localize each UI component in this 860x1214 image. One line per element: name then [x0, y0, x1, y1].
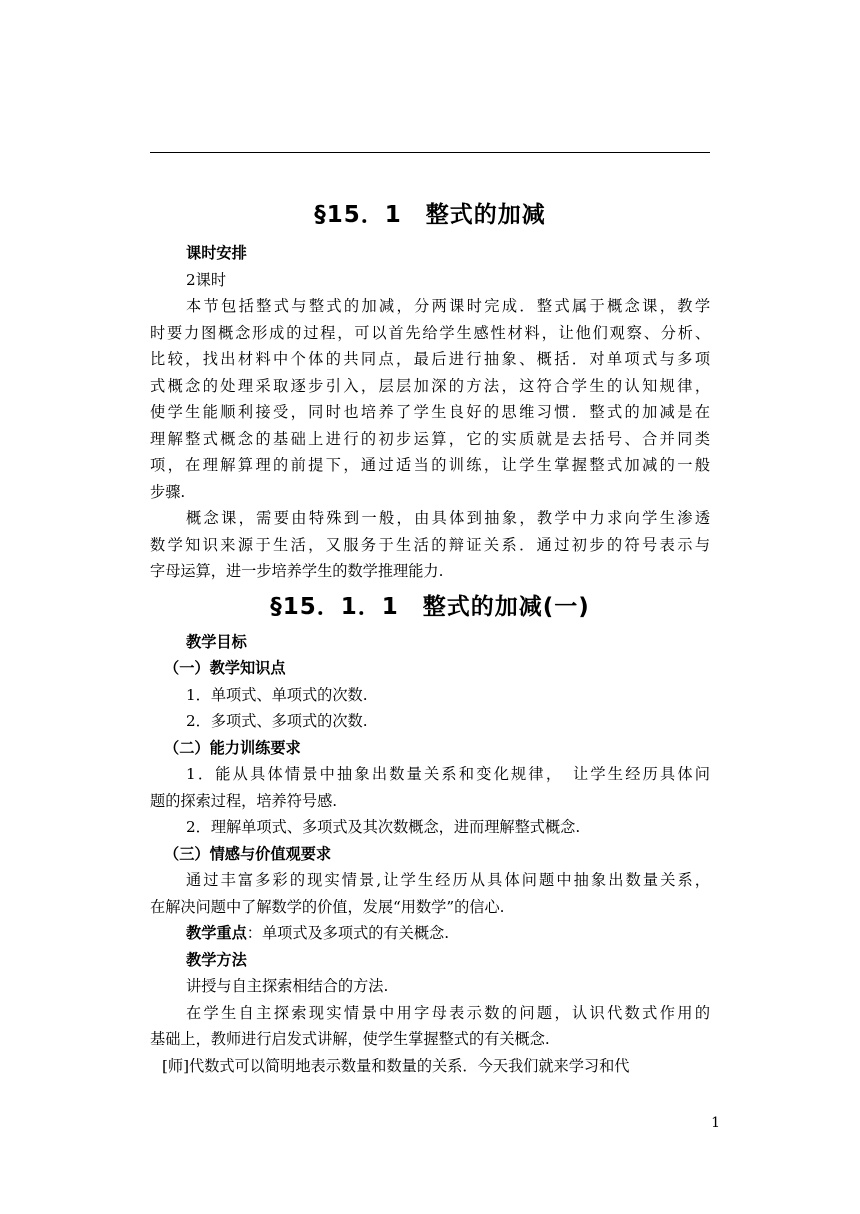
intro-paragraph-1: [150, 293, 710, 505]
ability-item-2: 2．理解单项式、多项式及其次数概念，进而理解整式概念.: [186, 818, 581, 836]
paragraph-line: 题的探索过程，培养符号感.: [150, 791, 338, 810]
paragraph-line: 数学知识来源于生活，又服务于生活的辩证关系．通过初步的符号表示与: [150, 535, 710, 554]
schedule-heading: 课时安排: [186, 244, 247, 262]
knowledge-heading: （一）教学知识点: [164, 659, 286, 677]
paragraph-line: 字母运算，进一步培养学生的数学推理能力.: [150, 562, 444, 580]
schedule-value: 2课时: [186, 270, 227, 289]
knowledge-item: 2．多项式、多项式的次数.: [186, 712, 368, 730]
teacher-line: [师]代数式可以简明地表示数量和数量的关系．今天我们就来学习和代: [162, 1056, 630, 1075]
section-title: §15．1 整式的加减: [314, 202, 546, 228]
objectives-heading: 教学目标: [186, 632, 247, 651]
paragraph-line: 步骤.: [150, 482, 186, 501]
ability-item-1: [150, 761, 710, 814]
subsection-title: §15．1．1 整式的加减(一): [270, 593, 590, 620]
knowledge-item: 1．单项式、单项式的次数.: [186, 685, 368, 704]
paragraph-line: 概念课，需要由特殊到一般，由具体到抽象，教学中力求向学生渗透: [186, 509, 710, 527]
paragraph-line: 基础上，教师进行启发式讲解，使学生掌握整式的有关概念.: [150, 1030, 550, 1048]
paragraph-line: 式概念的处理采取逐步引入，层层加深的方法，这符合学生的认知规律，: [150, 376, 710, 395]
paragraph-line: 理解整式概念的基础上进行的初步运算，它的实质就是去括号、合并同类: [150, 429, 710, 448]
header-rule: [150, 152, 710, 153]
key-point-text: ：单项式及多项式的有关概念.: [246, 924, 450, 942]
key-point-label: 教学重点: [186, 924, 247, 942]
paragraph-line: 项，在理解算理的前提下，通过适当的训练，让学生掌握整式加减的一般: [150, 456, 710, 474]
process-paragraph: [150, 1000, 710, 1053]
ability-heading: （二）能力训练要求: [164, 738, 301, 757]
intro-paragraph-2: [150, 505, 710, 585]
paragraph-line: 本节包括整式与整式的加减，分两课时完成．整式属于概念课，教学: [186, 297, 710, 315]
page-content: [150, 190, 710, 1079]
emotion-heading: （三）情感与价值观要求: [164, 844, 332, 863]
paragraph-line: 时要力图概念形成的过程，可以首先给学生感性材料，让他们观察、分析、: [150, 323, 710, 342]
method-value: 讲授与自主探索相结合的方法.: [186, 977, 389, 995]
method-heading: 教学方法: [186, 950, 247, 969]
paragraph-line: 使学生能顺利接受，同时也培养了学生良好的思维习惯．整式的加减是在: [150, 403, 710, 421]
paragraph-line: 在解决问题中了解数学的价值，发展“用数学”的信心.: [150, 897, 505, 916]
key-point: [150, 920, 710, 947]
paragraph-line: 比较，找出材料中个体的共同点，最后进行抽象、概括．对单项式与多项: [150, 350, 710, 368]
paragraph-line: 通过丰富多彩的现实情景,让学生经历从具体问题中抽象出数量关系，: [186, 871, 710, 889]
paragraph-line: 在学生自主探索现实情景中用字母表示数的问题，认识代数式作用的: [186, 1003, 710, 1022]
emotion-paragraph: [150, 867, 710, 920]
page-number: 1: [711, 1115, 720, 1131]
paragraph-line: 1．能从具体情景中抽象出数量关系和变化规律， 让学生经历具体问: [186, 765, 710, 783]
